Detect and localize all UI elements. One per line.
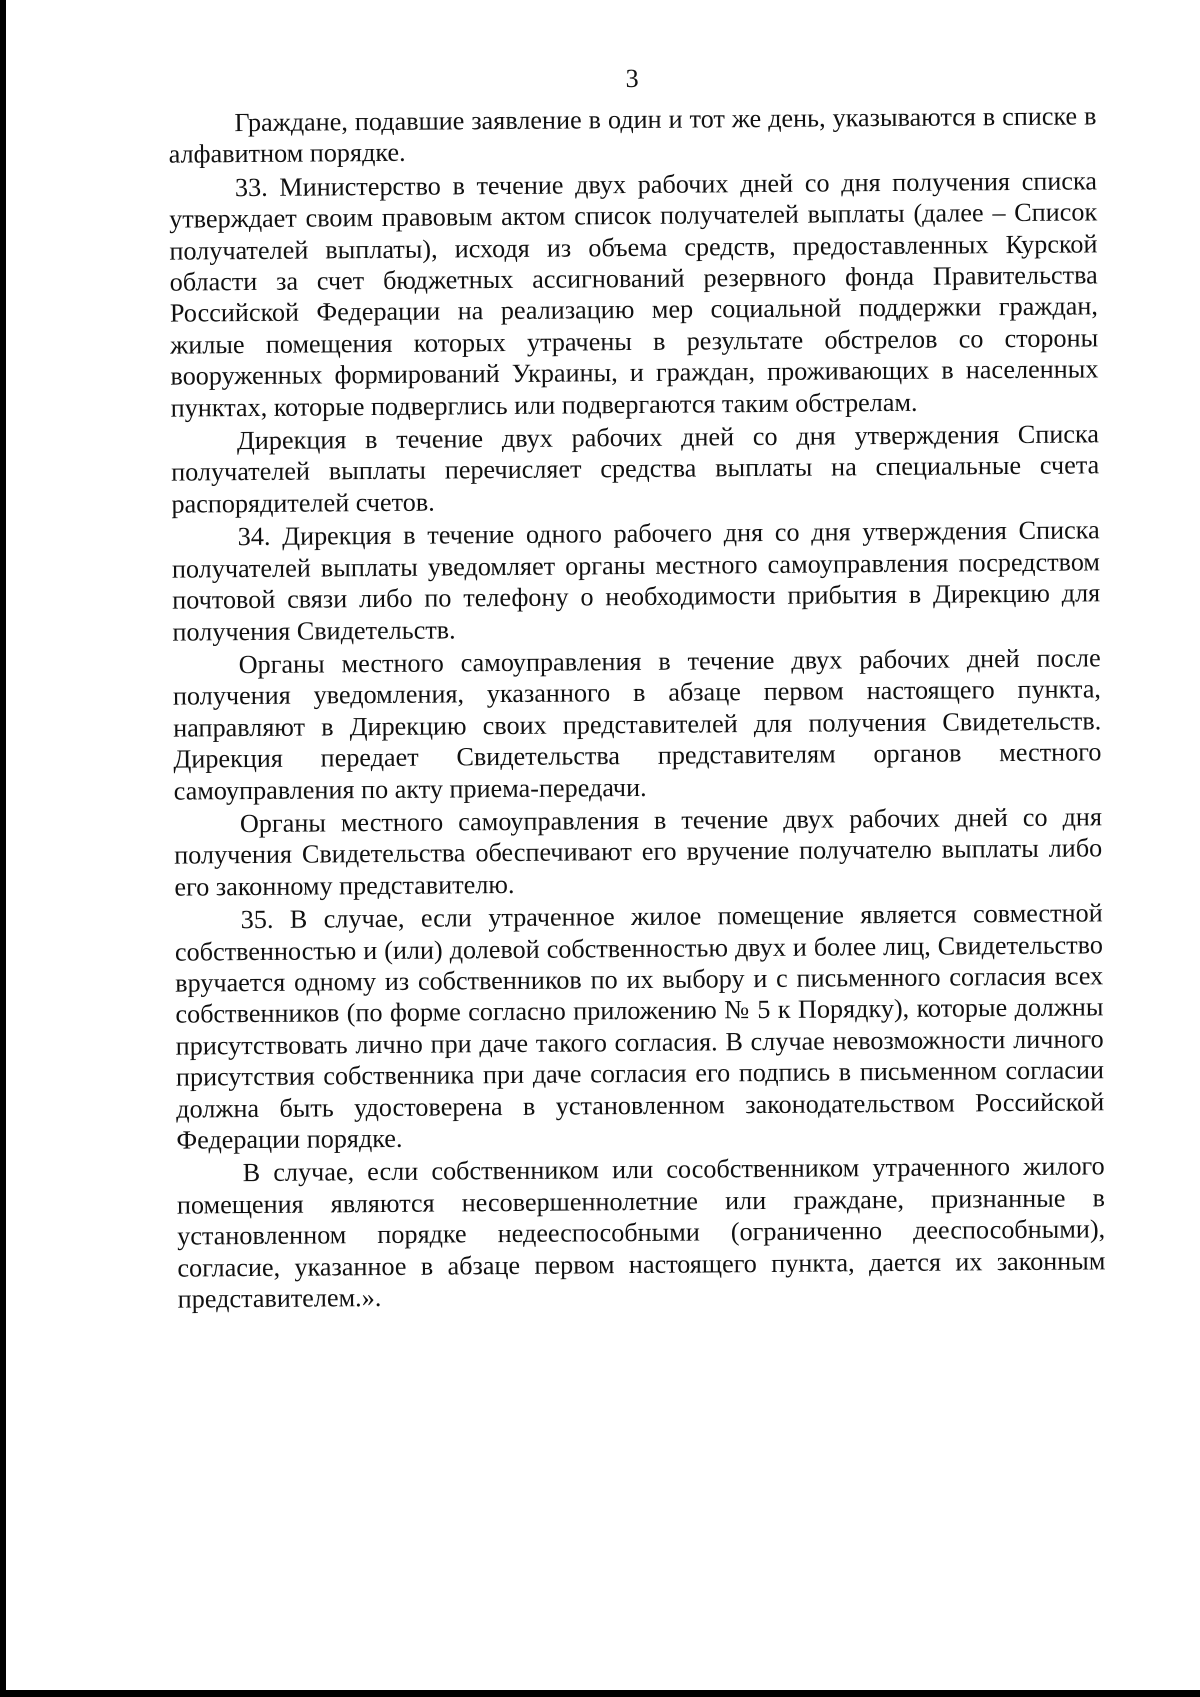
page-content — [168, 60, 1106, 1317]
paragraph-2: 33. Министерство в течение двух рабочих дней со дня получения списка утверждает своим правовым актом список получателей выплаты (далее – Список получателей выплаты), исходя из объема средств, предоставленных Курской области за счет бюджетных ассигнований резервного фонда Правительства Российской Федерации на реализацию мер социальной поддержки граждан, жилые помещения которых утрачены в результате обстрелов со стороны вооруженных формирований Украины, и граждан, проживающих в населенных пунктах, которые подверглись или подвергаются таким обстрелам. — [169, 166, 1099, 423]
paragraph-8: В случае, если собственником или сособственником утраченного жилого помещения являются несовершеннолетние или граждане, признанные в установленном порядке недееспособными (ограниченно дееспособными), согласие, указанное в абзаце первом настоящего пункта, дается их законным представителем.». — [176, 1151, 1106, 1314]
scan-border-left — [0, 0, 6, 1697]
paragraph-6: Органы местного самоуправления в течение двух рабочих дней со дня получения Свидетельства обеспечивают его вручение получателю выплаты либо его законному представителю. — [174, 802, 1103, 902]
paragraph-7: 35. В случае, если утраченное жилое помещение является совместной собственностью и (или) долевой собственностью двух и более лиц, Свидетельство вручается одному из собственников по их выбору и с письменного согласия всех собственников (по форме согласно приложению № 5 к Порядку), которые должны присутствовать лично при даче такого согласия. В случае невозможности личного присутствия собственника при даче согласия его подпись в письменном согласии должна быть удостоверена в установленном законодательством Российской Федерации порядке. — [174, 898, 1105, 1155]
paragraph-1: Граждане, подавшие заявление в один и тот же день, указываются в списке в алфавитном порядке. — [168, 101, 1097, 170]
paragraph-3: Дирекция в течение двух рабочих дней со дня утверждения Списка получателей выплаты перечисляет средства выплаты на специальные счета распорядителей счетов. — [171, 419, 1100, 519]
paragraph-5: Органы местного самоуправления в течение двух рабочих дней после получения уведомления, указанного в абзаце первом настоящего пункта, направляют в Дирекцию своих представителей для получения Свидетельств. Дирекция передает Свидетельства представителям органов местного самоуправления по акту приема-передачи. — [172, 643, 1102, 806]
page-number: 3 — [625, 63, 639, 94]
paragraph-4: 34. Дирекция в течение одного рабочего дня со дня утверждения Списка получателей выплаты уведомляет органы местного самоуправления посредством почтовой связи либо по телефону о необходимости прибытия в Дирекцию для получения Свидетельств. — [171, 515, 1101, 647]
scan-border-bottom — [0, 1690, 1200, 1697]
